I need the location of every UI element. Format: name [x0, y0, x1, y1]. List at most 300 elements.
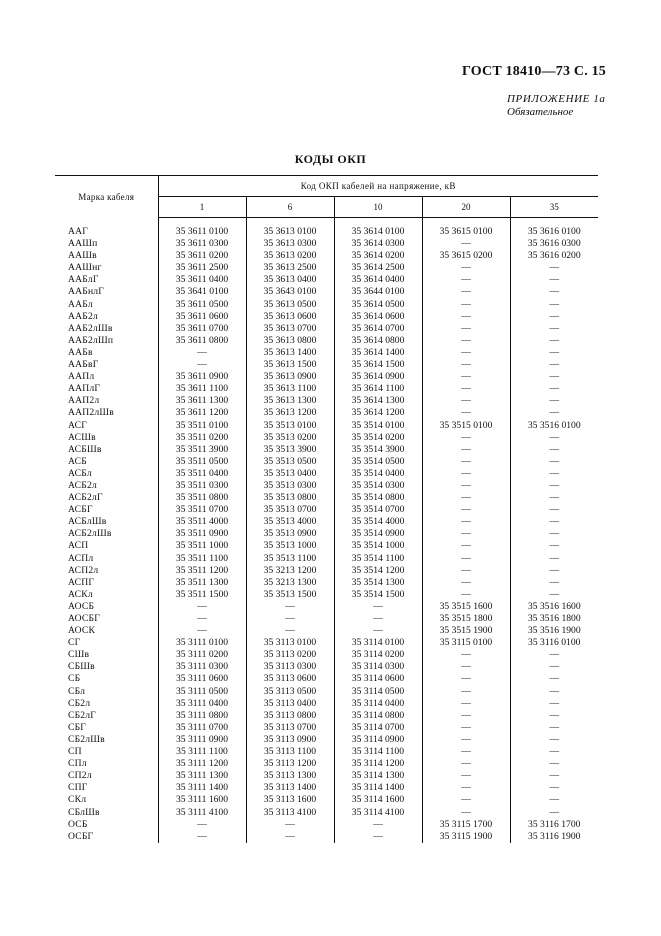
cell-mark: ААПл [68, 371, 95, 383]
cell-mark: ААБлГ [68, 274, 99, 286]
cell-35kv: — [510, 480, 598, 492]
cell-10kv: 35 3614 2500 [334, 262, 422, 274]
column-header-6kv: 6 [246, 197, 334, 218]
cell-35kv: — [510, 698, 598, 710]
table-row [55, 722, 598, 734]
column-header-mark: Марка кабеля [55, 176, 158, 218]
cell-mark: АОСК [68, 625, 96, 637]
cell-1kv: 35 3611 0600 [158, 311, 246, 323]
table-row [55, 613, 598, 625]
cell-mark: АСБл [68, 467, 92, 479]
cell-35kv: — [510, 553, 598, 565]
table-row [55, 553, 598, 565]
cell-1kv: 35 3511 3900 [158, 444, 246, 456]
table-row [55, 698, 598, 710]
cell-35kv: — [510, 504, 598, 516]
cell-20kv: — [422, 794, 510, 806]
cell-1kv: 35 3111 1400 [158, 782, 246, 794]
cell-35kv: — [510, 456, 598, 468]
cell-mark: ААП2л [68, 395, 100, 407]
cell-35kv: — [510, 274, 598, 286]
cell-6kv: 35 3113 0400 [246, 698, 334, 710]
cell-6kv: 35 3513 0500 [246, 456, 334, 468]
table-row [55, 407, 598, 419]
cell-35kv: — [510, 323, 598, 335]
cell-mark: АСКл [68, 588, 93, 600]
cell-6kv: 35 3113 0900 [246, 734, 334, 746]
cell-20kv: 35 3115 0100 [422, 637, 510, 649]
cell-10kv: 35 3614 1200 [334, 407, 422, 419]
cell-10kv: 35 3614 0900 [334, 371, 422, 383]
cell-mark: АСГ [68, 419, 87, 431]
cell-1kv: 35 3611 0300 [158, 238, 246, 250]
cell-mark: АОСБ [68, 600, 95, 612]
cell-35kv: — [510, 444, 598, 456]
cell-35kv: — [510, 262, 598, 274]
spacer-cell [55, 218, 158, 227]
table-row [55, 831, 598, 843]
table-row [55, 335, 598, 347]
cell-1kv: 35 3611 1100 [158, 383, 246, 395]
cell-20kv: — [422, 274, 510, 286]
table-row [55, 238, 598, 250]
cell-10kv: 35 3114 0500 [334, 686, 422, 698]
cell-10kv: — [334, 819, 422, 831]
cell-6kv: 35 3613 0800 [246, 335, 334, 347]
cell-mark: АСБ [68, 455, 87, 467]
table-row [55, 383, 598, 395]
table-row [55, 286, 598, 298]
cell-10kv: 35 3114 0300 [334, 661, 422, 673]
cell-10kv: — [334, 601, 422, 613]
cell-35kv: — [510, 577, 598, 589]
cell-35kv: 35 3116 1900 [510, 831, 598, 843]
cell-20kv: — [422, 286, 510, 298]
cell-1kv: — [158, 347, 246, 359]
cell-20kv: — [422, 553, 510, 565]
cell-mark: СБГ [68, 721, 87, 733]
spacer-cell [510, 218, 598, 227]
cell-1kv: 35 3511 1200 [158, 565, 246, 577]
cell-mark: ОСБГ [68, 830, 94, 842]
cell-1kv: — [158, 601, 246, 613]
cell-mark: ОСБ [68, 818, 88, 830]
cell-35kv: — [510, 794, 598, 806]
cell-mark: СП2л [68, 770, 92, 782]
cell-6kv: 35 3113 1300 [246, 770, 334, 782]
cell-1kv: 35 3641 0100 [158, 286, 246, 298]
cell-mark: ААШв [68, 250, 97, 262]
cell-10kv: 35 3114 1300 [334, 770, 422, 782]
cell-1kv: 35 3511 0400 [158, 468, 246, 480]
cell-35kv: — [510, 492, 598, 504]
cell-mark: ААШнг [68, 262, 102, 274]
table-row [55, 480, 598, 492]
cell-20kv: — [422, 456, 510, 468]
cell-10kv: 35 3114 0700 [334, 722, 422, 734]
cell-20kv: — [422, 432, 510, 444]
cell-20kv: — [422, 698, 510, 710]
cell-1kv: 35 3111 1600 [158, 794, 246, 806]
cell-6kv: 35 3513 0100 [246, 420, 334, 432]
cell-6kv: 35 3613 0300 [246, 238, 334, 250]
cell-6kv: 35 3613 1200 [246, 407, 334, 419]
cell-1kv: 35 3611 0400 [158, 274, 246, 286]
cell-35kv: — [510, 770, 598, 782]
cell-mark: СБ2л [68, 697, 91, 709]
cell-10kv: 35 3614 0200 [334, 250, 422, 262]
cell-6kv: — [246, 625, 334, 637]
cell-10kv: 35 3514 0300 [334, 480, 422, 492]
cell-1kv: 35 3611 0100 [158, 226, 246, 238]
cell-6kv: 35 3213 1200 [246, 565, 334, 577]
cell-mark: СБлШв [68, 806, 100, 818]
cell-mark: ААП2лШв [68, 407, 114, 419]
cell-35kv: — [510, 540, 598, 552]
cell-35kv: — [510, 359, 598, 371]
page-title [0, 152, 661, 167]
column-header-voltage-group: Код ОКП кабелей на напряжение, кВ [158, 176, 598, 197]
cell-20kv: 35 3515 1800 [422, 613, 510, 625]
cell-mark: ААШп [68, 238, 98, 250]
cell-1kv: 35 3111 0800 [158, 710, 246, 722]
cell-35kv: — [510, 782, 598, 794]
cell-6kv: 35 3613 0600 [246, 311, 334, 323]
column-header-10kv: 10 [334, 197, 422, 218]
table-row [55, 262, 598, 274]
cell-1kv: 35 3111 0400 [158, 698, 246, 710]
cell-35kv: 35 3516 1800 [510, 613, 598, 625]
cell-6kv: — [246, 819, 334, 831]
cell-20kv: — [422, 323, 510, 335]
cell-6kv: 35 3513 0900 [246, 528, 334, 540]
cell-10kv: 35 3514 0200 [334, 432, 422, 444]
cell-20kv: — [422, 371, 510, 383]
table-row [55, 625, 598, 637]
table-row [55, 504, 598, 516]
cell-35kv: — [510, 734, 598, 746]
cell-mark: СШв [68, 649, 90, 661]
cell-1kv: 35 3111 1100 [158, 746, 246, 758]
cell-20kv: — [422, 311, 510, 323]
cell-6kv: 35 3513 3900 [246, 444, 334, 456]
table-row [55, 649, 598, 661]
cell-mark: ААПлГ [68, 383, 101, 395]
cell-10kv: 35 3114 0200 [334, 649, 422, 661]
cell-6kv: 35 3113 0300 [246, 661, 334, 673]
cell-6kv: 35 3513 0800 [246, 492, 334, 504]
cell-6kv: 35 3113 0700 [246, 722, 334, 734]
table-row [55, 347, 598, 359]
cell-6kv: 35 3513 0200 [246, 432, 334, 444]
cell-10kv: 35 3614 0800 [334, 335, 422, 347]
table-row [55, 456, 598, 468]
cell-20kv: — [422, 407, 510, 419]
cell-20kv: — [422, 504, 510, 516]
cell-6kv: 35 3113 1200 [246, 758, 334, 770]
cell-mark: СБШв [68, 661, 95, 673]
table-row [55, 819, 598, 831]
table-row [55, 565, 598, 577]
cell-1kv: 35 3111 0500 [158, 686, 246, 698]
cell-mark: АСБ2л [68, 479, 97, 491]
cell-35kv: — [510, 299, 598, 311]
cell-6kv: 35 3613 0400 [246, 274, 334, 286]
cell-20kv: — [422, 807, 510, 819]
cell-20kv: — [422, 444, 510, 456]
cell-10kv: 35 3114 1200 [334, 758, 422, 770]
cell-10kv: 35 3614 1300 [334, 395, 422, 407]
table-row [55, 601, 598, 613]
table-row [55, 661, 598, 673]
cell-35kv: — [510, 686, 598, 698]
cell-6kv: 35 3113 0500 [246, 686, 334, 698]
table-row [55, 770, 598, 782]
cell-10kv: 35 3514 0700 [334, 504, 422, 516]
cell-20kv: — [422, 746, 510, 758]
cell-35kv: — [510, 432, 598, 444]
cell-6kv: 35 3113 0200 [246, 649, 334, 661]
cell-1kv: 35 3511 0800 [158, 492, 246, 504]
cell-mark: ААБ2лШп [68, 334, 114, 346]
cell-10kv: 35 3614 0600 [334, 311, 422, 323]
cell-mark: ААБ2л [68, 310, 98, 322]
cell-1kv: 35 3611 0800 [158, 335, 246, 347]
cell-1kv: 35 3611 1300 [158, 395, 246, 407]
cell-10kv: 35 3514 4000 [334, 516, 422, 528]
cell-1kv: 35 3511 1500 [158, 589, 246, 601]
cell-6kv: 35 3613 1300 [246, 395, 334, 407]
table-row [55, 468, 598, 480]
cell-6kv: 35 3513 1500 [246, 589, 334, 601]
cell-1kv: 35 3511 0900 [158, 528, 246, 540]
cell-1kv: 35 3111 4100 [158, 807, 246, 819]
spacer-cell [246, 218, 334, 227]
cell-20kv: — [422, 299, 510, 311]
cell-mark: АСП2л [68, 564, 99, 576]
cell-1kv: 35 3111 1200 [158, 758, 246, 770]
cell-35kv: 35 3516 0100 [510, 420, 598, 432]
cell-20kv: — [422, 359, 510, 371]
cell-1kv: — [158, 819, 246, 831]
cell-10kv: 35 3614 0100 [334, 226, 422, 238]
cell-20kv: — [422, 565, 510, 577]
table-row [55, 589, 598, 601]
cell-6kv: 35 3113 4100 [246, 807, 334, 819]
cell-1kv: 35 3511 0500 [158, 456, 246, 468]
table-row [55, 250, 598, 262]
cell-10kv: 35 3514 1000 [334, 540, 422, 552]
cell-35kv: — [510, 395, 598, 407]
cell-10kv: 35 3114 0600 [334, 673, 422, 685]
cell-mark: СПл [68, 758, 87, 770]
cell-mark: СГ [68, 637, 81, 649]
cell-6kv: 35 3113 1600 [246, 794, 334, 806]
cell-6kv: — [246, 831, 334, 843]
cell-1kv: 35 3511 1300 [158, 577, 246, 589]
cell-6kv: 35 3513 1000 [246, 540, 334, 552]
cell-6kv: 35 3513 0700 [246, 504, 334, 516]
cell-20kv: — [422, 782, 510, 794]
cell-10kv: 35 3514 0900 [334, 528, 422, 540]
cell-6kv: 35 3113 0800 [246, 710, 334, 722]
cell-35kv: — [510, 673, 598, 685]
cell-10kv: 35 3514 1500 [334, 589, 422, 601]
table-row [55, 432, 598, 444]
column-header-20kv: 20 [422, 197, 510, 218]
cell-20kv: 35 3615 0100 [422, 226, 510, 238]
table-row [55, 782, 598, 794]
cell-10kv: 35 3514 1200 [334, 565, 422, 577]
cell-35kv: — [510, 710, 598, 722]
table-row [55, 299, 598, 311]
cell-10kv: 35 3514 1300 [334, 577, 422, 589]
cell-6kv: 35 3113 0100 [246, 637, 334, 649]
cell-20kv: 35 3115 1700 [422, 819, 510, 831]
cell-20kv: — [422, 649, 510, 661]
table-row [55, 359, 598, 371]
cell-6kv: 35 3613 0500 [246, 299, 334, 311]
cell-20kv: — [422, 528, 510, 540]
table-row [55, 746, 598, 758]
cell-6kv: 35 3613 0700 [246, 323, 334, 335]
appendix-block [507, 93, 606, 119]
cell-mark: СКл [68, 794, 87, 806]
table-row [55, 807, 598, 819]
appendix-label: ПРИЛОЖЕНИЕ 1а [507, 93, 606, 105]
cell-35kv: — [510, 807, 598, 819]
cell-mark: ААБвГ [68, 359, 99, 371]
cell-6kv: 35 3513 0400 [246, 468, 334, 480]
cell-1kv: — [158, 831, 246, 843]
cell-1kv: 35 3511 0700 [158, 504, 246, 516]
cell-mark: АСБГ [68, 504, 93, 516]
cell-6kv: 35 3613 1100 [246, 383, 334, 395]
cell-20kv: 35 3515 1600 [422, 601, 510, 613]
spacer-cell [422, 218, 510, 227]
cell-35kv: 35 3116 1700 [510, 819, 598, 831]
table-body [55, 218, 598, 843]
cell-35kv: — [510, 311, 598, 323]
cell-6kv: — [246, 601, 334, 613]
cell-mark: АСП [68, 540, 89, 552]
cell-10kv: 35 3514 3900 [334, 444, 422, 456]
cell-1kv: 35 3511 1000 [158, 540, 246, 552]
table-header [55, 176, 598, 218]
cell-10kv: 35 3114 1600 [334, 794, 422, 806]
cell-20kv: — [422, 383, 510, 395]
cell-1kv: 35 3511 4000 [158, 516, 246, 528]
cell-1kv: 35 3111 0200 [158, 649, 246, 661]
cell-35kv: — [510, 383, 598, 395]
cell-1kv: 35 3611 0500 [158, 299, 246, 311]
table-spacer-row [55, 218, 598, 227]
cell-10kv: 35 3114 1400 [334, 782, 422, 794]
cell-1kv: — [158, 613, 246, 625]
cell-1kv: 35 3511 0300 [158, 480, 246, 492]
table-row [55, 274, 598, 286]
cell-20kv: — [422, 262, 510, 274]
table-row [55, 226, 598, 238]
cell-mark: СПГ [68, 782, 88, 794]
cell-1kv: 35 3511 0200 [158, 432, 246, 444]
cell-35kv: 35 3616 0200 [510, 250, 598, 262]
cell-1kv: 35 3611 0700 [158, 323, 246, 335]
cell-10kv: 35 3614 0400 [334, 274, 422, 286]
table-row [55, 686, 598, 698]
table-row [55, 371, 598, 383]
cell-35kv: 35 3116 0100 [510, 637, 598, 649]
cell-mark: СП [68, 746, 82, 758]
cell-6kv: 35 3513 1100 [246, 553, 334, 565]
cell-35kv: — [510, 286, 598, 298]
cell-35kv: — [510, 722, 598, 734]
cell-mark: СБл [68, 685, 86, 697]
cell-6kv: 35 3643 0100 [246, 286, 334, 298]
cell-20kv: 35 3515 0100 [422, 420, 510, 432]
cell-mark: ААБл [68, 298, 93, 310]
cell-20kv: — [422, 492, 510, 504]
cell-mark: АСШв [68, 431, 96, 443]
cell-10kv: 35 3114 0900 [334, 734, 422, 746]
table-row [55, 420, 598, 432]
table-row [55, 577, 598, 589]
cell-35kv: 35 3616 0300 [510, 238, 598, 250]
cell-10kv: 35 3114 0100 [334, 637, 422, 649]
table-row [55, 492, 598, 504]
page-header-ref: ГОСТ 18410—73 С. 15 [462, 64, 606, 79]
cell-mark: ААБнлГ [68, 286, 105, 298]
cell-20kv: — [422, 238, 510, 250]
cell-10kv: 35 3114 4100 [334, 807, 422, 819]
cell-10kv: 35 3514 0100 [334, 420, 422, 432]
cell-1kv: 35 3111 0300 [158, 661, 246, 673]
cell-20kv: — [422, 468, 510, 480]
cell-20kv: — [422, 710, 510, 722]
cell-1kv: 35 3111 0100 [158, 637, 246, 649]
table-row [55, 734, 598, 746]
cell-1kv: 35 3111 0700 [158, 722, 246, 734]
cell-20kv: — [422, 734, 510, 746]
cell-10kv: 35 3614 1400 [334, 347, 422, 359]
cell-10kv: 35 3514 0800 [334, 492, 422, 504]
table-row [55, 395, 598, 407]
cell-20kv: — [422, 577, 510, 589]
cell-1kv: 35 3611 2500 [158, 262, 246, 274]
cell-mark: СБ2лГ [68, 709, 97, 721]
cell-10kv: 35 3614 1100 [334, 383, 422, 395]
cell-1kv: — [158, 625, 246, 637]
cell-35kv: — [510, 661, 598, 673]
cell-6kv: 35 3613 0100 [246, 226, 334, 238]
cell-1kv: 35 3511 0100 [158, 420, 246, 432]
table-row [55, 673, 598, 685]
cell-10kv: 35 3614 0500 [334, 299, 422, 311]
cell-10kv: — [334, 625, 422, 637]
cell-35kv: — [510, 371, 598, 383]
cell-mark: СБ [68, 673, 81, 685]
cell-35kv: 35 3516 1600 [510, 601, 598, 613]
cell-6kv: — [246, 613, 334, 625]
cell-6kv: 35 3513 4000 [246, 516, 334, 528]
cell-1kv: 35 3611 0900 [158, 371, 246, 383]
cell-mark: АСБШв [68, 443, 102, 455]
cell-1kv: 35 3111 1300 [158, 770, 246, 782]
cell-35kv: — [510, 407, 598, 419]
cell-35kv: 35 3516 1900 [510, 625, 598, 637]
table-row [55, 323, 598, 335]
table-row [55, 311, 598, 323]
